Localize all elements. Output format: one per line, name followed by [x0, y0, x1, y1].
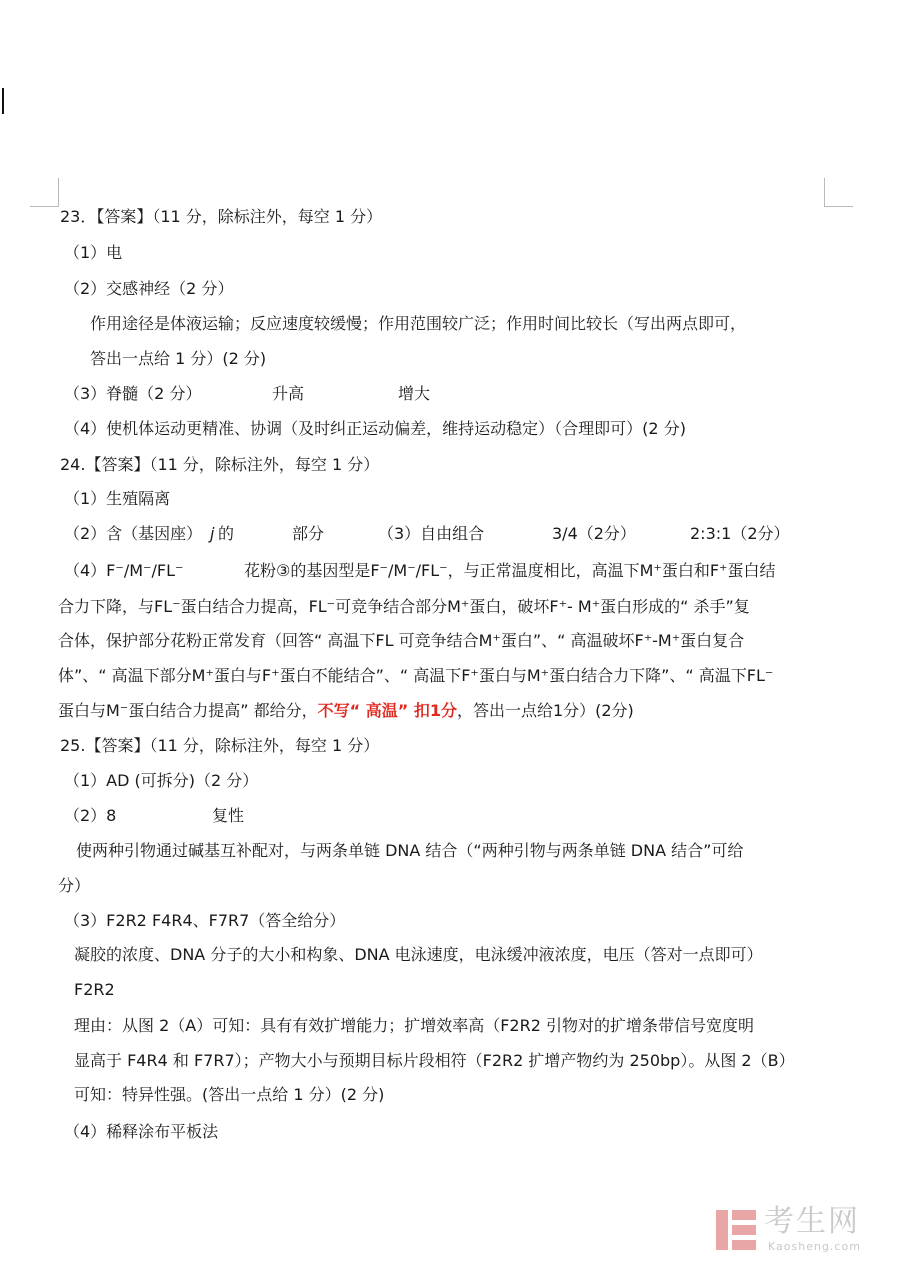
- q23-answer-4: （4）使机体运动更精准、协调（及时纠正运动偏差，维持运动稳定）（合理即可）(2 分): [64, 419, 686, 438]
- q25-answer-2: （2）8: [64, 806, 117, 825]
- q24-answer-4-explanation-4: 体”、“ 高温下部分M⁺蛋白与F⁺蛋白不能结合”、“ 高温下F⁺蛋白与M⁺蛋白结合力下降”、“ 高温下FL⁻: [58, 666, 774, 685]
- watermark-url: Kaosheng.com: [768, 1240, 861, 1253]
- page-corner-mark-right: [824, 178, 853, 207]
- q23-answer-3: （3）脊髓（2 分）: [64, 384, 202, 403]
- q25-answer-4: （4）稀释涂布平板法: [64, 1122, 219, 1141]
- q24-penalty-note: 不写“ 高温” 扣1分: [317, 701, 457, 720]
- q24-answer-3: （3）自由组合: [378, 524, 485, 543]
- q24-answer-2-part-1: （2）含（基因座）: [64, 524, 203, 543]
- q23-header: 23．【答案】（11 分，除标注外，每空 1 分）: [60, 207, 383, 226]
- kaosheng-logo-icon: [714, 1208, 758, 1252]
- q25-answer-3-reason-2: 显高于 F4R4 和 F7R7）；产物大小与预期目标片段相符（F2R2 扩增产物约为 250bp）。从图 2（B）: [74, 1051, 795, 1070]
- q25-answer-2-explanation-cont: 分）: [58, 876, 91, 895]
- watermark: [714, 1204, 884, 1260]
- q23-answer-1: （1）电: [64, 243, 123, 262]
- q24-answer-4-genotype: （4）F⁻/M⁻/FL⁻: [64, 561, 184, 580]
- q24-scoring-note-end: ，答出一点给1分）(2分): [456, 701, 634, 720]
- q24-answer-4-explanation-2: 合力下降，与FL⁻蛋白结合力提高，FL⁻可竞争结合部分M⁺蛋白，破坏F⁺- M⁺蛋白形成的“ 杀手”复: [58, 597, 750, 616]
- q24-answer-1: （1）生殖隔离: [64, 489, 171, 508]
- q23-answer-3-blank-3: 增大: [398, 384, 431, 403]
- q23-answer-2: （2）交感神经（2 分）: [64, 279, 234, 298]
- q24-answer-2-gene-j: j: [210, 524, 215, 543]
- q24-answer-3-ratio-2: 2:3:1（2分）: [690, 524, 790, 543]
- q24-answer-2-part-2: 的: [218, 524, 235, 543]
- watermark-name: 考生网: [764, 1204, 860, 1239]
- q24-answer-4-explanation-5: [58, 700, 634, 722]
- q24-scoring-note: 蛋白与M⁻蛋白结合力提高” 都给分，: [58, 701, 318, 720]
- q24-answer-3-ratio-1: 3/4（2分）: [552, 524, 636, 543]
- q25-answer-1: （1）AD (可拆分)（2 分）: [64, 771, 259, 790]
- text-cursor: [2, 88, 4, 114]
- q25-answer-2-explanation: 使两种引物通过碱基互补配对，与两条单链 DNA 结合（“两种引物与两条单链 DNA 结合”可给: [76, 841, 744, 860]
- q25-header: 25.【答案】（11 分，除标注外，每空 1 分）: [60, 736, 380, 755]
- page-corner-mark-left: [30, 178, 59, 207]
- q23-answer-2-explanation-cont: 答出一点给 1 分）(2 分): [90, 349, 267, 368]
- q25-answer-3-primer: F2R2: [74, 980, 115, 999]
- q24-header: 24.【答案】（11 分，除标注外，每空 1 分）: [60, 455, 380, 474]
- q25-answer-3-reason: 理由：从图 2（A）可知：具有有效扩增能力；扩增效率高（F2R2 引物对的扩增条带信号宽度明: [74, 1016, 754, 1035]
- q25-answer-2-blank-2: 复性: [212, 806, 245, 825]
- q25-answer-3: （3）F2R2 F4R4、F7R7（答全给分）: [64, 911, 346, 930]
- q24-answer-4-explanation: 花粉③的基因型是F⁻/M⁻/FL⁻，与正常温度相比，高温下M⁺蛋白和F⁺蛋白结: [244, 561, 776, 580]
- q24-answer-4-explanation-3: 合体，保护部分花粉正常发育（回答“ 高温下FL 可竞争结合M⁺蛋白”、“ 高温破坏F⁺-M⁺蛋白复合: [58, 631, 745, 650]
- q25-answer-3-reason-3: 可知：特异性强。(答出一点给 1 分）(2 分): [74, 1085, 385, 1104]
- q24-answer-2-part-3: 部分: [292, 524, 325, 543]
- q23-answer-2-explanation: 作用途径是体液运输；反应速度较缓慢；作用范围较广泛；作用时间比较长（写出两点即可，: [90, 314, 747, 333]
- q25-answer-3-factors: 凝胶的浓度、DNA 分子的大小和构象、DNA 电泳速度，电泳缓冲液浓度，电压（答对一点即可）: [74, 945, 763, 964]
- q23-answer-3-blank-2: 升高: [272, 384, 305, 403]
